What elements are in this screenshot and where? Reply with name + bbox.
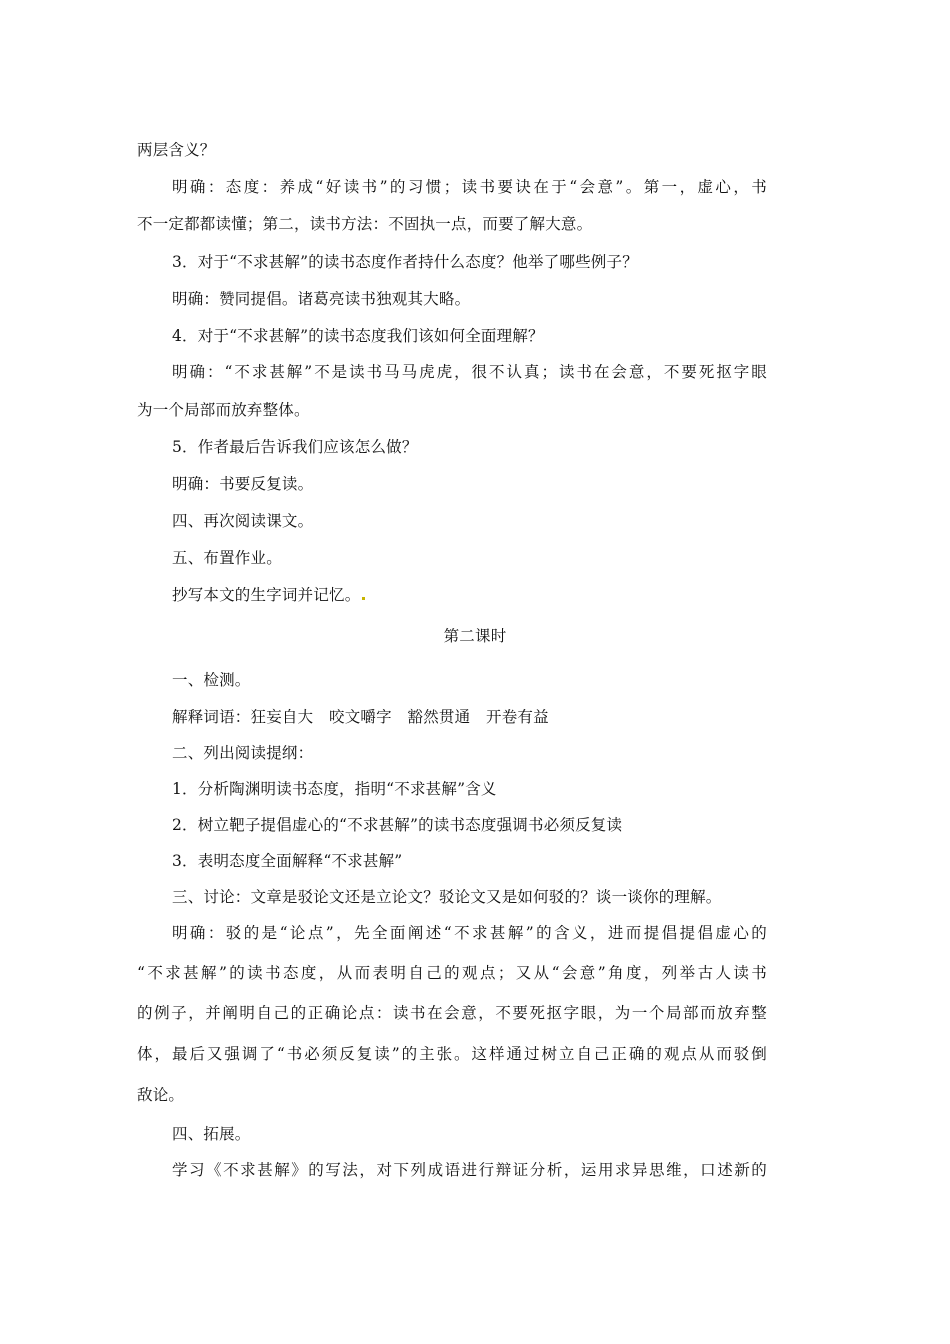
text-line: 一、检测。 bbox=[172, 671, 251, 689]
text-line: 解释词语：狂妄自大 咬文嚼字 豁然贯通 开卷有益 bbox=[172, 708, 549, 726]
text-line: 3．表明态度全面解释“不求甚解” bbox=[172, 852, 403, 870]
text-line: 4．对于“不求甚解”的读书态度我们该如何全面理解？ bbox=[172, 327, 544, 345]
text-line: 学习《不求甚解》的写法，对下列成语进行辩证分析，运用求异思维，口述新的 bbox=[172, 1161, 767, 1179]
text-line: 两层含义？ bbox=[137, 141, 216, 159]
marker-dot bbox=[362, 597, 365, 600]
text-line: 的例子，并阐明自己的正确论点：读书在会意，不要死抠字眼，为一个局部而放弃整 bbox=[137, 1004, 767, 1022]
text-line: 明确：书要反复读。 bbox=[172, 475, 314, 493]
text-line: 1．分析陶渊明读书态度，指明“不求甚解”含义 bbox=[172, 780, 497, 798]
section-heading: 第二课时 bbox=[443, 627, 507, 645]
text-line: 明确：态度：养成“好读书”的习惯；读书要诀在于“会意”。第一，虚心，书 bbox=[172, 178, 767, 196]
text-line: 不一定都都读懂；第二，读书方法：不固执一点，而要了解大意。 bbox=[137, 215, 593, 233]
text-line: 为一个局部而放弃整体。 bbox=[137, 401, 310, 419]
text-line: 二、列出阅读提纲： bbox=[172, 744, 314, 762]
text-line: 抄写本文的生字词并记忆。 bbox=[172, 585, 812, 605]
text-line: 5．作者最后告诉我们应该怎么做？ bbox=[172, 438, 418, 456]
text-line: 体，最后又强调了“书必须反复读”的主张。这样通过树立自己正确的观点从而驳倒 bbox=[137, 1045, 767, 1063]
text-line: 四、再次阅读课文。 bbox=[172, 512, 314, 530]
text-line: 四、拓展。 bbox=[172, 1125, 251, 1143]
text-line: 三、讨论：文章是驳论文还是立论文？驳论文又是如何驳的？谈一谈你的理解。 bbox=[172, 888, 722, 906]
text-line: 明确：驳的是“论点”，先全面阐述“不求甚解”的含义，进而提倡提倡虚心的 bbox=[172, 924, 767, 942]
text-line: 明确：“不求甚解”不是读书马马虎虎，很不认真；读书在会意，不要死抠字眼 bbox=[172, 363, 767, 381]
text-line: 明确：赞同提倡。诸葛亮读书独观其大略。 bbox=[172, 290, 471, 308]
text-line: “不求甚解”的读书态度，从而表明自己的观点；又从“会意”角度，列举古人读书 bbox=[137, 964, 767, 982]
text-line: 敌论。 bbox=[137, 1086, 185, 1104]
text-line: 2．树立靶子提倡虚心的“不求甚解”的读书态度强调书必须反复读 bbox=[172, 816, 623, 834]
text-line: 3．对于“不求甚解”的读书态度作者持什么态度？他举了哪些例子？ bbox=[172, 253, 638, 271]
text-line: 五、布置作业。 bbox=[172, 549, 282, 567]
